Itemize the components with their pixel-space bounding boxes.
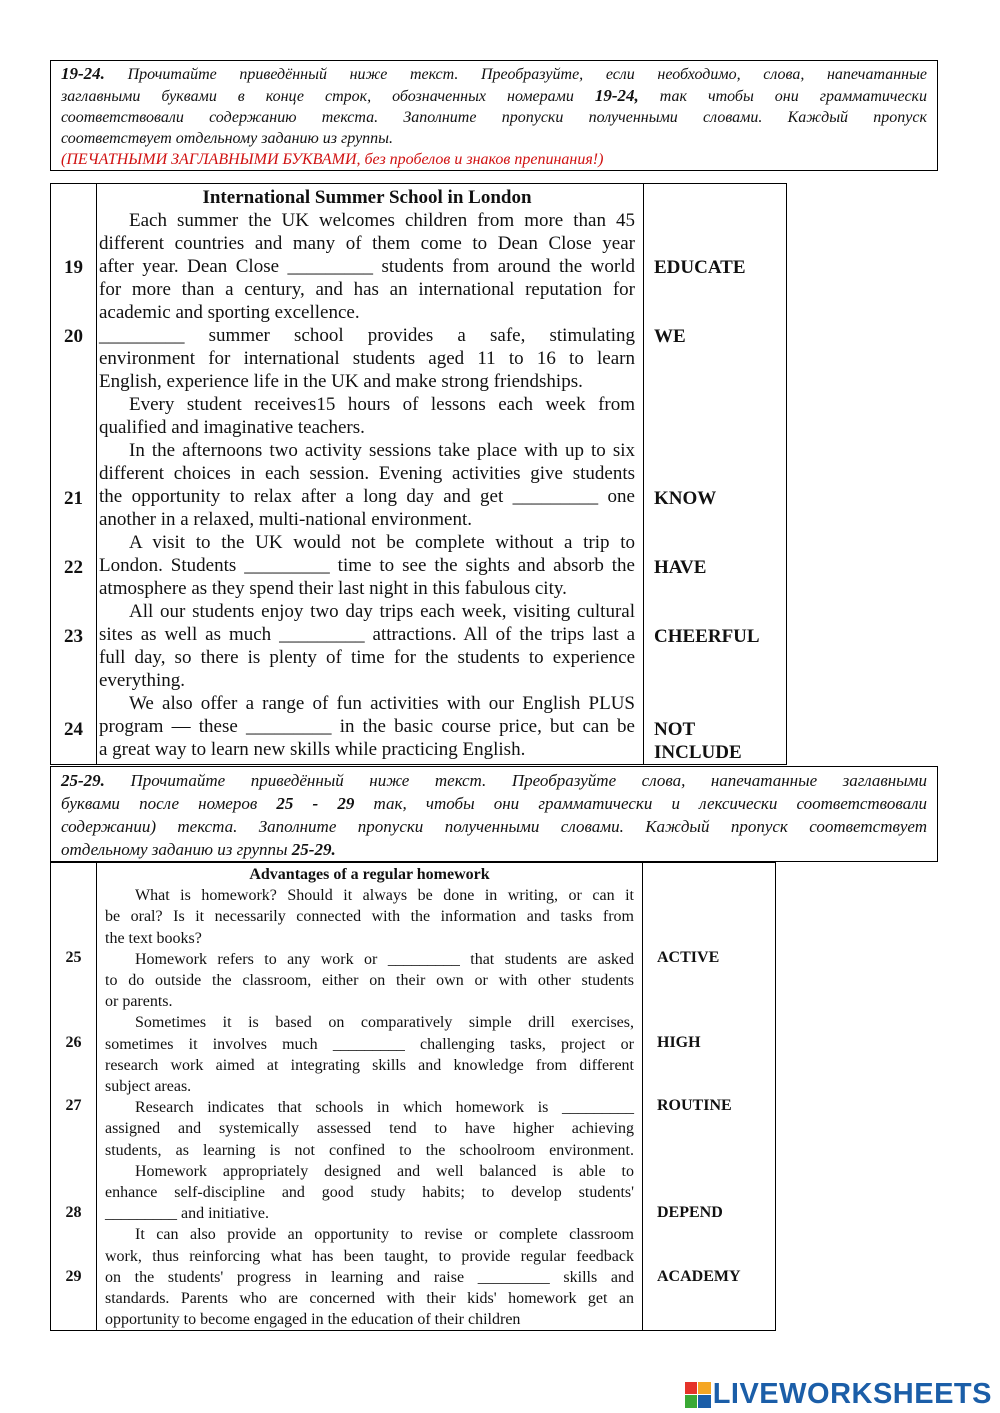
text-line: opportunity to become engaged in the education of their children	[105, 1311, 521, 1329]
text-line: work, thus reinforcing what has been taught, to provide regular feedback	[105, 1247, 634, 1265]
task-number: 25-29.	[61, 771, 105, 790]
text-line: Homework refers to any work or _________ that students are asked	[135, 950, 634, 968]
text-line: different countries and many of them come to Dean Close year	[99, 233, 635, 254]
text-line: In the afternoons two activity sessions take place with up to six	[129, 440, 635, 461]
key-word: ACTIVE	[657, 949, 720, 966]
question-number: 25	[65, 949, 82, 966]
text-line: London. Students _________ time to see the sights and absorb the	[99, 555, 635, 576]
instruction-line-2: заглавными буквами в конце строк, обозначенных номерами 19-24, так чтобы они грамматически	[61, 86, 928, 105]
text-line: _________ and initiative.	[105, 1205, 269, 1223]
text-line: English, experience life in the UK and make strong friendships.	[99, 371, 583, 392]
text-line: What is homework? Should it always be done in writing, or can it	[135, 887, 634, 905]
liveworksheets-logo[interactable]	[685, 1378, 992, 1411]
text-line: program — these _________ in the basic course price, but can be	[99, 716, 635, 737]
text-line: Research indicates that schools in which homework is _________	[135, 1099, 634, 1117]
key-word: CHEERFUL	[654, 626, 760, 647]
instruction-line-4: отдельному заданию из группы 25-29.	[61, 840, 336, 859]
text-line: All our students enjoy two day trips each week, visiting cultural	[129, 601, 635, 622]
question-number: 22	[64, 557, 83, 578]
question-number-column	[51, 184, 97, 765]
text-line: to do outside the classroom, either on their own or with other students	[105, 972, 634, 990]
question-number: 24	[64, 719, 83, 740]
key-word: DEPEND	[657, 1204, 723, 1221]
text-line: A visit to the UK would not be complete without a trip to	[129, 532, 635, 553]
passage-title: International Summer School in London	[202, 187, 532, 208]
text-line: academic and sporting excellence.	[99, 302, 360, 323]
text-line: qualified and imaginative teachers.	[99, 417, 365, 438]
text-line: everything.	[99, 670, 186, 691]
task-number: 19-24.	[61, 64, 105, 83]
instruction-box-19-24	[50, 60, 938, 171]
text-line: for more than a century, and has an international reputation for	[99, 279, 635, 300]
key-word: HAVE	[654, 557, 707, 578]
key-word: ROUTINE	[657, 1097, 732, 1114]
question-number-column	[51, 863, 97, 1331]
text-line: We also offer a range of fun activities with our English PLUS	[129, 693, 635, 714]
instruction-red-note: (ПЕЧАТНЫМИ ЗАГЛАВНЫМИ БУКВАМИ, без пробелов и знаков препинания!)	[61, 151, 604, 168]
text-line: different choices in each session. Evening activities give students	[99, 463, 635, 484]
passage-international-summer-school	[99, 186, 635, 761]
text-line: _________ summer school provides a safe, stimulating	[99, 325, 635, 346]
text-line: another in a relaxed, multi-national environment.	[99, 509, 473, 530]
text-line: sometimes it involves much _________ challenging tasks, project or	[105, 1035, 634, 1053]
question-number: 23	[64, 626, 83, 647]
instruction-line-2: буквами после номеров 25 - 29 так, чтобы они грамматически и лексически соответствовали	[61, 794, 927, 813]
text-line: environment for international students aged 11 to 16 to learn	[99, 348, 635, 369]
question-number: 29	[65, 1268, 82, 1285]
task-table-25-29	[50, 862, 776, 1331]
key-word: KNOW	[654, 488, 717, 509]
instruction-line-3: содержании) текста. Заполните пропуски полученными словами. Каждый пропуск соответствует	[61, 817, 927, 836]
text-line: enhance self-discipline and good study habits; to develop students'	[105, 1184, 634, 1202]
question-number: 20	[64, 326, 83, 347]
key-word: NOT	[654, 719, 696, 740]
text-line: sites as well as much _________ attractions. All of the trips last a	[99, 624, 635, 645]
text-line: It can also provide an opportunity to revise or complete classroom	[135, 1226, 634, 1244]
instruction-line-1: 19-24. Прочитайте приведённый ниже текст. Преобразуйте, если необходимо, слова, напечатанные	[61, 64, 928, 83]
text-line: on the students' progress in learning and raise _________ skills and	[105, 1268, 634, 1286]
text-line: after year. Dean Close _________ students from around the world	[99, 256, 635, 277]
instruction-line-3: соответствовали содержанию текста. Заполните пропуски полученными словами. Каждый пропуск	[61, 109, 927, 126]
text-line: or parents.	[105, 993, 173, 1011]
text-line: assigned and systemically assessed tend to have higher achieving	[105, 1120, 634, 1138]
text-line: standards. Parents who are concerned with their kids' homework get an	[105, 1290, 634, 1308]
key-word: ACADEMY	[657, 1268, 741, 1285]
text-line: atmosphere as they spend their last night in this fabulous city.	[99, 578, 567, 599]
liveworksheets-logo-icon	[685, 1382, 711, 1408]
text-line: students, as learning is not confined to the schoolroom environment.	[105, 1141, 634, 1159]
text-line: be oral? Is it necessarily connected with the information and tasks from	[105, 908, 634, 926]
text-line: Every student receives15 hours of lessons each week from	[129, 394, 635, 415]
text-line: subject areas.	[105, 1078, 192, 1096]
instruction-line-1: 25-29. Прочитайте приведённый ниже текст. Преобразуйте слова, напечатанные заглавными	[61, 771, 927, 790]
question-number: 19	[64, 257, 83, 278]
question-number: 27	[65, 1097, 82, 1114]
question-number: 28	[65, 1204, 82, 1221]
question-number: 21	[64, 488, 83, 509]
key-word: WE	[654, 326, 686, 347]
text-line: Homework appropriately designed and well balanced is able to	[135, 1162, 634, 1180]
passage-text-column	[97, 863, 643, 1331]
text-line: a great way to learn new skills while practicing English.	[99, 739, 526, 760]
text-line: Sometimes it is based on comparatively simple drill exercises,	[135, 1014, 634, 1032]
passage-title: Advantages of a regular homework	[249, 866, 490, 883]
question-number: 26	[65, 1034, 82, 1051]
text-line: full day, so there is plenty of time for the students to experience	[99, 647, 635, 668]
key-word: HIGH	[657, 1034, 701, 1051]
text-line: the text books?	[105, 929, 202, 947]
text-line: research work aimed at integrating skills and knowledge from different	[105, 1056, 634, 1074]
passage-text-column	[97, 184, 644, 765]
key-word-column	[644, 184, 787, 765]
text-line: the opportunity to relax after a long day and get _________ one	[99, 486, 635, 507]
instruction-box-25-29	[50, 766, 938, 862]
key-word: INCLUDE	[654, 742, 742, 763]
passage-advantages-of-homework	[105, 864, 634, 1330]
text-line: Each summer the UK welcomes children from more than 45	[129, 210, 635, 231]
task-table-19-24	[50, 183, 787, 765]
instruction-line-4: соответствует отдельному заданию из группы.	[61, 130, 394, 147]
key-word-column	[643, 863, 776, 1331]
key-word: EDUCATE	[654, 257, 746, 278]
logo-text: LIVEWORKSHEETS	[712, 1378, 992, 1410]
